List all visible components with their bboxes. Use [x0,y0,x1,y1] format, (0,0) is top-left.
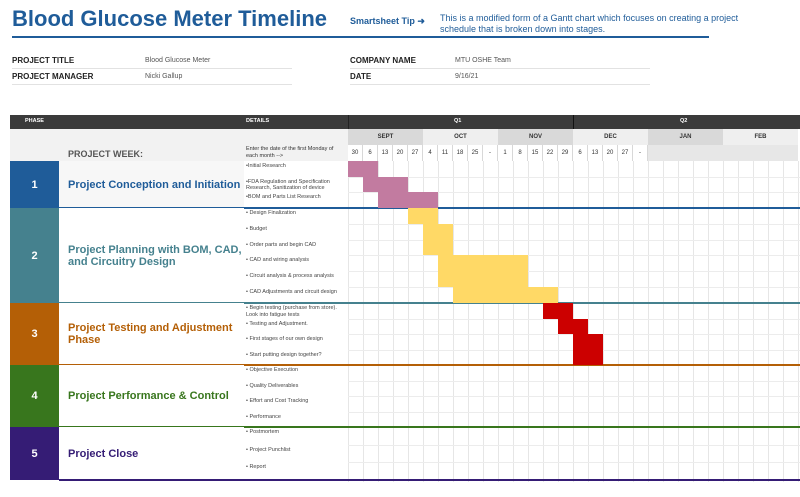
phase-title[interactable]: Project Planning with BOM, CAD, and Circuitry Design [68,243,242,268]
week-cell[interactable]: - [483,145,498,161]
grid-column-line [438,161,439,482]
task-item[interactable]: • Order parts and begin CAD [246,241,317,248]
week-date-note: Enter the date of the first Monday of each month --> [246,146,334,159]
grid-column-line [618,161,619,482]
tip-description: This is a modified form of a Gantt chart which focuses on creating a project schedule that is broken down into stages. [440,13,739,34]
grid-row-line [348,271,800,272]
week-cell[interactable]: 15 [528,145,543,161]
month-header-jan: JAN [648,129,723,145]
week-cell[interactable]: - [633,145,648,161]
grid-column-line [693,161,694,482]
meta-divider [12,68,292,69]
grid-column-line [663,161,664,482]
task-item[interactable]: • Begin testing (purchase from store). Look into fatigue tests [246,305,337,318]
gantt-bar[interactable] [363,177,408,193]
grid-column-line [723,161,724,482]
grid-row-line [348,240,800,241]
task-item[interactable]: •Initial Research [246,163,286,169]
gantt-bar[interactable] [573,350,603,366]
task-item[interactable]: • Project Punchlist [246,446,291,453]
date-value[interactable]: 9/16/21 [455,73,479,80]
grid-column-line [768,161,769,482]
grid-row-line [348,287,800,288]
grid-column-line [648,161,649,482]
gantt-bar[interactable] [423,224,453,240]
task-item[interactable]: • CAD Adjustments and circuit design [246,289,337,296]
week-cell[interactable]: 6 [363,145,378,161]
week-cell[interactable]: 27 [618,145,633,161]
task-item[interactable]: • Start putting design together? [246,351,322,358]
phase-number: 4 [10,365,59,427]
week-row-empty [648,145,798,161]
q1-header: Q1 [454,118,462,124]
grid-column-line [588,161,589,482]
gantt-bar[interactable] [573,334,603,350]
grid-row-line [348,381,800,382]
task-item[interactable]: • Circuit analysis & process analysis [246,273,334,280]
grid-row-line [348,224,800,225]
grid-row-line [348,177,800,178]
week-cell[interactable]: 1 [498,145,513,161]
task-item[interactable]: • Testing and Adjustment. [246,320,308,327]
grid-row-line [348,445,800,446]
week-cell[interactable]: 25 [468,145,483,161]
week-cell[interactable]: 8 [513,145,528,161]
grid-column-line [798,161,799,482]
month-header-nov: NOV [498,129,573,145]
grid-column-line [678,161,679,482]
week-cell[interactable]: 22 [543,145,558,161]
task-item[interactable]: • CAD and wiring analysis [246,257,310,264]
grid-column-line [633,161,634,482]
gantt-bar[interactable] [348,161,378,177]
grid-column-line [603,161,604,482]
task-item[interactable]: •BOM and Parts List Research [246,194,321,201]
q2-header: Q2 [680,118,688,124]
gantt-bar[interactable] [543,303,573,319]
details-column-header: DETAILS [246,118,270,124]
meta-divider [350,84,650,85]
grid-column-line [363,161,364,482]
grid-column-line [738,161,739,482]
project-title-label: PROJECT TITLE [12,56,75,65]
phase-divider [59,479,800,481]
task-item[interactable]: • Budget [246,225,267,232]
week-cell[interactable]: 11 [438,145,453,161]
grid-column-line [753,161,754,482]
header-bar-left [10,115,348,129]
grid-column-line [468,161,469,482]
phase-number: 3 [10,303,59,365]
month-header-oct: OCT [423,129,498,145]
grid-column-line [543,161,544,482]
month-header-sept: SEPT [348,129,423,145]
project-manager-value[interactable]: Nicki Gallup [145,73,183,80]
grid-column-line [708,161,709,482]
phase-title[interactable]: Project Testing and Adjustment Phase [68,322,233,346]
grid-column-line [393,161,394,482]
task-item[interactable]: • Design Finalization [246,210,296,216]
grid-column-line [378,161,379,482]
company-name-label: COMPANY NAME [350,56,416,65]
meta-divider [12,84,292,85]
task-item[interactable]: • Report [246,464,266,471]
task-item[interactable]: • First stages of our own design [246,336,323,342]
meta-divider [350,68,650,69]
week-cell[interactable]: 13 [378,145,393,161]
month-header-feb: FEB [723,129,798,145]
page-title: Blood Glucose Meter Timeline [12,6,327,31]
task-item[interactable]: • Quality Deliverables [246,382,299,389]
gantt-bar[interactable] [438,271,528,287]
gantt-bar[interactable] [378,192,438,208]
grid-row-line [348,255,800,256]
grid-row-line [348,412,800,413]
gantt-grid [10,115,800,482]
date-label: DATE [350,72,372,81]
grid-row-line [348,462,800,463]
grid-column-line [528,161,529,482]
week-cell[interactable]: 13 [588,145,603,161]
gantt-bar[interactable] [423,240,453,256]
task-item[interactable]: • Effort and Cost Tracking [246,398,309,404]
week-cell[interactable]: 18 [453,145,468,161]
gantt-bar[interactable] [438,255,528,271]
phase-column-header: PHASE [25,118,44,124]
phase-number: 1 [10,161,59,208]
title-divider [12,36,709,38]
smartsheet-tip-link[interactable]: Smartsheet Tip ➜ [350,16,425,26]
week-cell[interactable]: 4 [423,145,438,161]
phase-number: 5 [10,427,59,480]
phase-title[interactable]: Project Performance & Control [68,390,229,402]
phase-title[interactable]: Project Conception and Initiation [68,178,241,191]
phase-title[interactable]: Project Close [68,447,139,460]
gantt-bar[interactable] [558,319,588,335]
gantt-bar[interactable] [408,208,438,224]
grid-column-line [348,161,349,482]
month-header-dec: DEC [573,129,648,145]
project-title-value[interactable]: Blood Glucose Meter [145,57,211,64]
grid-column-line [783,161,784,482]
phase-number: 2 [10,208,59,303]
grid-column-line [483,161,484,482]
grid-row-line [348,396,800,397]
week-cell[interactable]: 20 [603,145,618,161]
week-cell[interactable]: 29 [558,145,573,161]
week-cell[interactable]: 6 [573,145,588,161]
project-manager-label: PROJECT MANAGER [12,72,94,81]
grid-column-line [453,161,454,482]
week-cell[interactable]: 30 [348,145,363,161]
task-item[interactable]: • Performance [246,413,281,420]
task-item[interactable]: •FDA Regulation and Specification Research, Sanitization of device [246,178,330,192]
task-item[interactable]: • Postmortem [246,429,280,435]
task-item[interactable]: • Objective Execution [246,367,299,373]
week-cell[interactable]: 20 [393,145,408,161]
company-name-value[interactable]: MTU OSHE Team [455,57,511,64]
gantt-bar[interactable] [453,287,558,303]
week-cell[interactable]: 27 [408,145,423,161]
project-week-label: PROJECT WEEK: [68,149,144,159]
grid-column-line [498,161,499,482]
grid-column-line [513,161,514,482]
